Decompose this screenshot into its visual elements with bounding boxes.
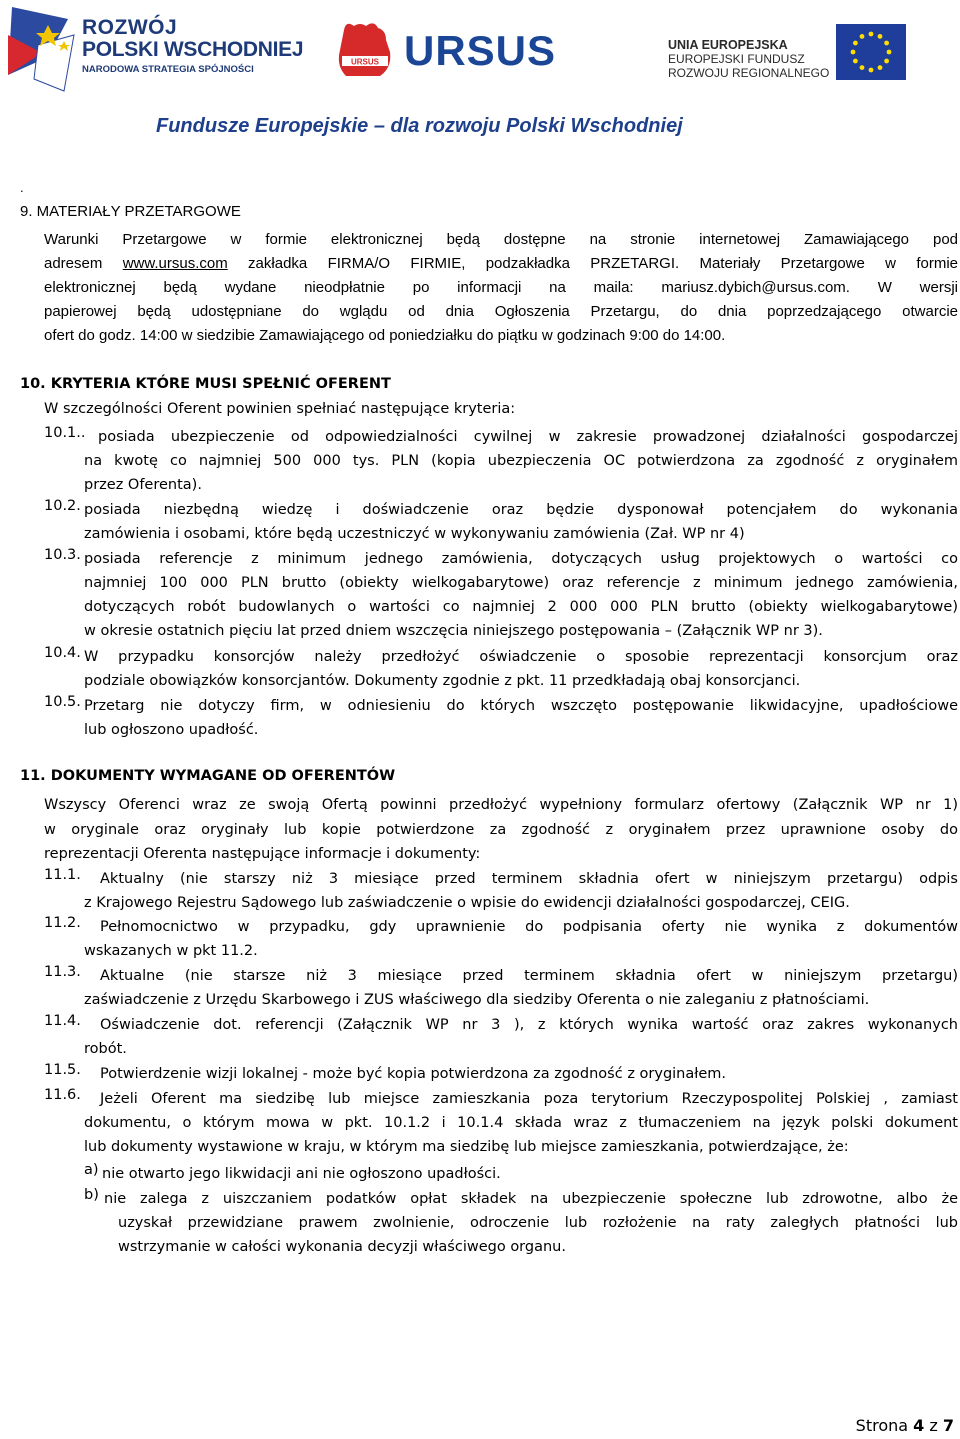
s11-item-4-body xyxy=(84,1013,958,1061)
s11-subitem-b-line-1: nie zalega z uiszczaniem podatków opłat składek na ubezpieczenie społeczne lub zdrowotne, albo że xyxy=(104,1191,958,1207)
s11-item-4-line-2: robót. xyxy=(84,1041,127,1057)
s10-item-3-line-1: posiada referencje z minimum jednego zamówienia, dotyczących usług projektowych o wartości co xyxy=(84,551,958,567)
s11-item-6-line-3: lub dokumenty wystawione w kraju, w którym ma siedzibę lub miejsce zamieszkania, potwierdzające, że: xyxy=(84,1139,849,1155)
ursus-wordmark: URSUS xyxy=(404,27,557,74)
rpw-logo-line1: ROZWÓJ xyxy=(82,16,178,39)
s11-intro-line-1: Wszyscy Oferenci wraz ze swoją Ofertą powinni przedłożyć wypełniony formularz ofertowy (Załącznik WP nr 1) xyxy=(44,797,958,813)
s11-item-5-line-1: Potwierdzenie wizji lokalnej - może być kopia potwierdzona za zgodność z oryginałem. xyxy=(100,1066,727,1082)
rpw-logo-text xyxy=(82,17,303,77)
s11-subitem-b-body xyxy=(104,1187,958,1259)
s10-item-3-body xyxy=(84,547,958,643)
s11-item-1-line-2: z Krajowego Rejestru Sądowego lub zaświadczenie o wpisie do ewidencji działalności gospodarczej, CEIG. xyxy=(84,895,850,911)
s11-subitem-b-line-3: wstrzymanie w całości wykonania decyzji właściwego organu. xyxy=(118,1239,566,1255)
page-number-total: 7 xyxy=(942,1416,954,1435)
s9-line-1: Warunki Przetargowe w formie elektronicznej będą dostępne na stronie internetowej Zamawiającego pod xyxy=(44,231,958,248)
s10-item-3-line-2: najmniej 100 000 PLN brutto (obiekty wielkogabarytowe) oraz referencje z minimum jednego zamówienia, xyxy=(84,575,958,591)
s11-item-6-num: 11.6. xyxy=(44,1087,81,1103)
rpw-emblem-icon xyxy=(8,5,78,97)
ursus-bear-icon xyxy=(336,20,394,82)
page-number-current: 4 xyxy=(913,1416,925,1435)
eu-logo xyxy=(668,38,829,80)
s11-item-3-line-1: Aktualne (nie starsze niż 3 miesiące przed terminem składnia ofert w niniejszym przetargu) xyxy=(100,968,958,984)
eu-flag-icon xyxy=(836,24,906,80)
s10-item-2-num: 10.2. xyxy=(44,498,81,514)
s10-item-1-line-3: przez Oferenta). xyxy=(84,477,202,493)
s10-item-4-line-2: podziale obowiązków konsorcjantów. Dokumenty zgodnie z pkt. 11 przedkładają obaj konsorcjanci. xyxy=(84,673,801,689)
section-10-intro: W szczególności Oferent powinien spełniać następujące kryteria: xyxy=(44,401,516,417)
s10-item-4-line-1: W przypadku konsorcjów należy przedłożyć oświadczenie o sposobie reprezentacji konsorcjum oraz xyxy=(84,649,958,665)
s11-item-6-line-2: dokumentu, o którym mowa w pkt. 10.1.2 i 10.1.4 składa wraz z tłumaczeniem na język polski dokument xyxy=(84,1115,958,1131)
s11-item-2-num: 11.2. xyxy=(44,915,81,931)
s11-intro-line-3: reprezentacji Oferenta następujące informacje i dokumenty: xyxy=(44,846,481,862)
s10-item-4-num: 10.4. xyxy=(44,645,81,661)
eu-line1: UNIA EUROPEJSKA xyxy=(668,38,788,52)
s11-item-4-line-1: Oświadczenie dot. referencji (Załącznik WP nr 3 ), z których wynika wartość oraz zakres wykonanych xyxy=(100,1017,958,1033)
section-10-heading: 10. KRYTERIA KTÓRE MUSI SPEŁNIĆ OFERENT xyxy=(20,376,391,392)
s11-subitem-a-body xyxy=(102,1162,958,1186)
s11-item-3-num: 11.3. xyxy=(44,964,81,980)
page-number xyxy=(856,1416,954,1435)
s11-item-3-body xyxy=(84,964,958,1012)
eu-line2: EUROPEJSKI FUNDUSZ xyxy=(668,52,805,66)
s9-line-2 xyxy=(44,252,958,276)
s9-line-2-text: zakładka FIRMA/O FIRMIE, podzakładka PRZETARGI. Materiały Przetargowe w formie xyxy=(248,255,958,272)
s11-item-1-line-1: Aktualny (nie starszy niż 3 miesiące przed terminem składnia ofert w niniejszym przetargu) odpis xyxy=(100,871,958,887)
s9-line-4: papierowej będą udostępniane do wglądu od dnia Ogłoszenia Przetargu, do dnia poprzedzającego otwarcie xyxy=(44,303,958,320)
s11-intro-line-2: w oryginale oraz oryginały lub kopie potwierdzone za zgodność z oryginałem przez uprawnione osoby do xyxy=(44,821,958,838)
rpw-logo-line3: NARODOWA STRATEGIA SPÓJNOŚCI xyxy=(82,64,254,75)
rpw-logo-line2: POLSKI WSCHODNIEJ xyxy=(82,38,304,61)
s9-link-prefix: adresem xyxy=(44,255,123,272)
page-number-prefix: Strona xyxy=(855,1416,914,1435)
s10-item-1-line-2: na kwotę co najmniej 500 000 tys. PLN (kopia ubezpieczenia OC potwierdzona za zgodność z oryginałem xyxy=(84,453,958,469)
lead-dot: . xyxy=(20,180,24,195)
ursus-website-link[interactable]: www.ursus.com xyxy=(122,255,228,272)
section-11-intro xyxy=(44,793,958,867)
eu-logo-text xyxy=(668,38,829,80)
section-11-heading: 11. DOKUMENTY WYMAGANE OD OFERENTÓW xyxy=(20,768,396,784)
s11-item-2-line-1: Pełnomocnictwo w przypadku, gdy uprawnienie do podpisania oferty nie wynika z dokumentów xyxy=(100,919,958,935)
s10-item-4-body xyxy=(84,645,958,693)
s11-item-4-num: 11.4. xyxy=(44,1013,81,1029)
s9-line-5: ofert do godz. 14:00 w siedzibie Zamawiającego od poniedziałku do piątku w godzinach 9:00 do 14:00. xyxy=(44,327,726,344)
s11-item-6-body xyxy=(84,1087,958,1159)
s11-item-2-line-2: wskazanych w pkt 11.2. xyxy=(84,943,258,959)
page-header xyxy=(0,0,960,150)
s10-item-3-line-3: dotyczących robót budowlanych o wartości co najmniej 2 000 000 PLN brutto (obiekty wielkogabarytowe) xyxy=(84,599,958,615)
s10-item-5-body xyxy=(84,694,958,742)
s10-item-5-line-2: lub ogłoszono upadłość. xyxy=(84,722,259,738)
s11-subitem-a-num: a) xyxy=(84,1162,99,1178)
s11-subitem-a-line-1: nie otwarto jego likwidacji ani nie ogłoszono upadłości. xyxy=(102,1166,501,1182)
s11-item-2-body xyxy=(84,915,958,963)
s10-item-2-line-2: zamówienia i osobami, które będą uczestniczyć w wykonywaniu zamówienia (Zał. WP nr 4) xyxy=(84,526,745,542)
page-number-sep: z xyxy=(924,1416,943,1435)
s11-item-6-line-1: Jeżeli Oferent ma siedzibę lub miejsce zamieszkania poza terytorium Rzeczypospolitej Polskiej , zamiast xyxy=(100,1091,958,1107)
rozwoj-polski-wschodniej-logo xyxy=(8,5,304,102)
s10-item-2-body xyxy=(84,498,958,546)
s10-item-5-line-1: Przetarg nie dotyczy firm, w odniesieniu do których wszczęto postępowanie likwidacyjne, upadłościowe xyxy=(84,698,958,714)
section-9-body xyxy=(44,228,958,348)
s10-item-1-line-1: posiada ubezpieczenie od odpowiedzialności cywilnej w zakresie prowadzonej działalności gospodarczej xyxy=(98,429,958,445)
s11-item-1-body xyxy=(84,867,958,915)
s11-item-5-num: 11.5. xyxy=(44,1062,81,1078)
ursus-badge-text: URSUS xyxy=(350,57,380,67)
s11-item-3-line-2: zaświadczenie z Urzędu Skarbowego i ZUS właściwego dla siedziby Oferenta o nie zaleganiu z płatnościami. xyxy=(84,992,870,1008)
s10-item-5-num: 10.5. xyxy=(44,694,81,710)
s10-item-1-num: 10.1.. xyxy=(44,425,86,441)
section-9-heading: 9. MATERIAŁY PRZETARGOWE xyxy=(20,203,241,220)
s11-item-1-num: 11.1. xyxy=(44,867,81,883)
s10-item-3-line-4: w okresie ostatnich pięciu lat przed dniem wszczęcia niniejszego postępowania – (Załącznik WP nr 3). xyxy=(84,623,823,639)
s10-item-2-line-1: posiada niezbędną wiedzę i doświadczenie oraz będzie dysponował potencjałem do wykonania xyxy=(84,502,958,518)
funds-banner: Fundusze Europejskie – dla rozwoju Polski Wschodniej xyxy=(156,115,683,137)
s11-subitem-b-line-2: uzyskał przewidziane prawem zwolnienie, odroczenie lub rozłożenie na raty zaległych płatności lub xyxy=(118,1215,958,1231)
eu-line3: ROZWOJU REGIONALNEGO xyxy=(668,66,830,80)
s9-line-3: elektronicznej będą wydane nieodpłatnie po informacji na maila: mariusz.dybich@ursus.com. W wersji xyxy=(44,279,958,296)
s10-item-3-num: 10.3. xyxy=(44,547,81,563)
s11-item-5-body xyxy=(100,1062,958,1086)
s11-subitem-b-num: b) xyxy=(84,1187,99,1203)
s10-item-1-body xyxy=(84,425,958,497)
ursus-logo xyxy=(336,20,557,87)
